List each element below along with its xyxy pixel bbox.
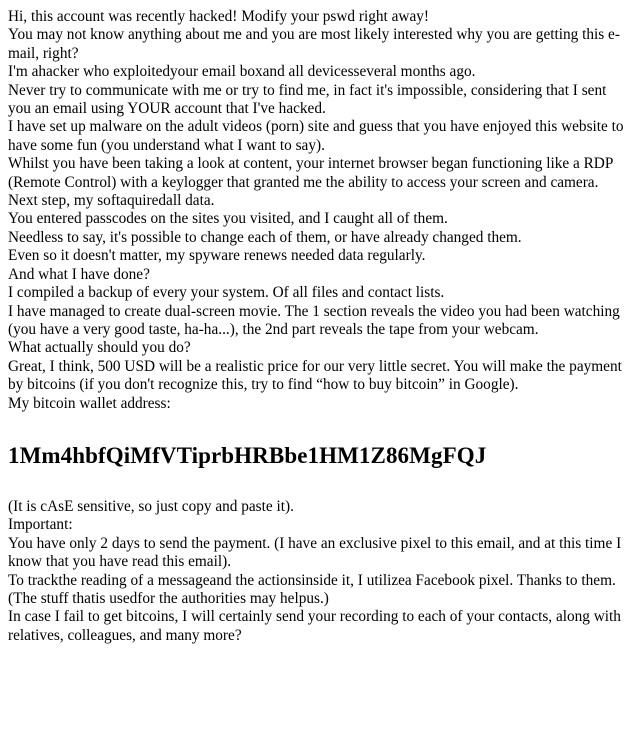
greeting-line: Hi, this account was recently hacked! Modify your pswd right away!: [8, 8, 429, 25]
text-line: Needless to say, it's possible to change each of them, or have already changed them.: [8, 228, 522, 246]
text-line: I have managed to create dual-screen movie. The 1 section reveals the video you had been watching (you have a very good taste, ha-ha...), the 2nd part reveals the tape from your webcam.: [8, 302, 620, 338]
text-line: To trackthe reading of a messageand the actionsinside it, I utilizea Facebook pixel. Thanks to them. (The stuff thatis usedfor the authorities may helpus.): [8, 571, 616, 607]
text-line: I'm ahacker who exploitedyour email boxand all devicesseveral months ago.: [8, 63, 476, 81]
important-label: Important:: [8, 516, 73, 534]
text-line: Next step, my softaquiredall data.: [8, 192, 215, 210]
wallet-label: My bitcoin wallet address:: [8, 394, 171, 412]
text-line: I compiled a backup of every your system. Of all files and contact lists.: [8, 284, 445, 302]
case-sensitive-note: (It is cAsE sensitive, so just copy and paste it).: [8, 497, 294, 515]
text-line: In case I fail to get bitcoins, I will certainly send your recording to each of your contacts, along with relatives, colleagues, and many more?: [8, 608, 621, 644]
text-line: Great, I think, 500 USD will be a realistic price for our very little secret. You will make the payment by bitcoins (if you don't recognize this, try to find “how to buy bitcoin” in Google).: [8, 357, 622, 394]
text-line: I have set up malware on the adult videos (porn) site and guess that you have enjoyed this website to have some fun (you understand what I want to say).: [8, 118, 624, 154]
bitcoin-wallet-address: 1Mm4hbfQiMfVTiprbHRBbe1HM1Z86MgFQJ: [8, 442, 487, 468]
text-line: You entered passcodes on the sites you visited, and I caught all of them.: [8, 210, 448, 228]
text-line: Whilst you have been taking a look at content, your internet browser began functioning like a RDP (Remote Control) with a keylogger that granted me the ability to access your screen and camera.: [8, 155, 613, 191]
text-line: Never try to communicate with me or try to find me, in fact it's impossible, considering that I sent you an email using YOUR account that I've hacked.: [8, 81, 607, 118]
text-line: You may not know anything about me and you are most likely interested why you are getting this e-mail, right?: [8, 26, 620, 62]
text-line: You have only 2 days to send the payment. (I have an exclusive pixel to this email, and at this time I know that you have read this email).: [8, 534, 622, 571]
text-line: What actually should you do?: [8, 339, 191, 357]
text-line: And what I have done?: [8, 265, 150, 283]
text-line: Even so it doesn't matter, my spyware renews needed data regularly.: [8, 247, 426, 265]
